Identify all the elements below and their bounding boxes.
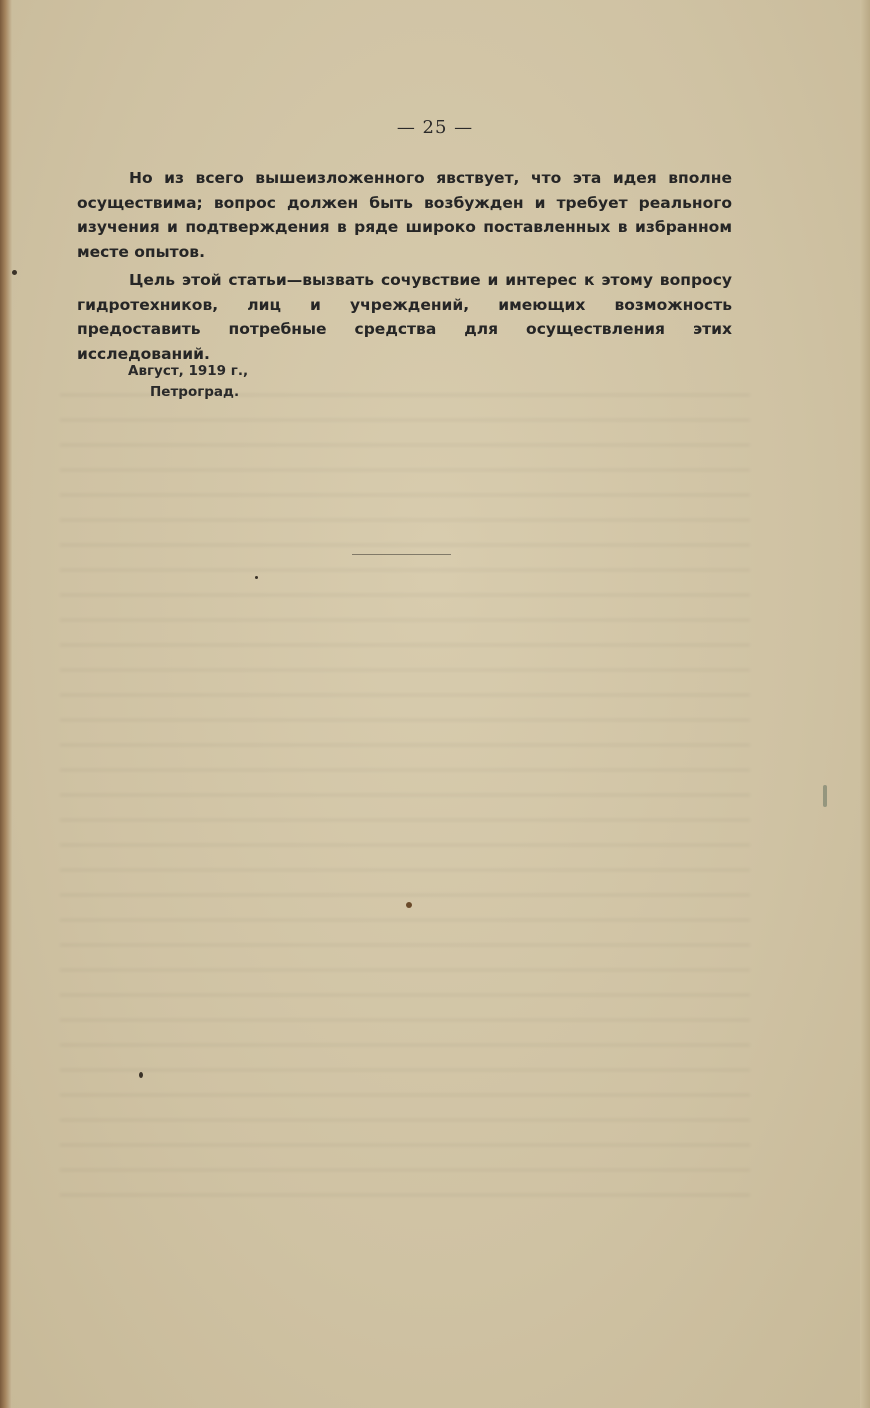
paragraph-2: Цель этой статьи—вызвать сочувствие и интерес к этому вопросу гидротехников, лиц и учреждений, имеющих возможность предоставить потребные средства для осуществления этих исследований. <box>77 270 732 363</box>
ink-speck <box>139 1072 143 1078</box>
ink-speck <box>823 785 827 807</box>
section-divider <box>352 554 451 555</box>
ink-speck <box>12 270 17 275</box>
signature-block <box>128 361 248 403</box>
ink-speck <box>255 576 258 579</box>
page-number: — 25 — <box>396 117 474 138</box>
signature-date: Август, 1919 г., <box>128 363 249 379</box>
page-edge-shadow <box>860 0 870 1408</box>
page-spine-shadow <box>0 0 12 1408</box>
paragraph-1: Но из всего вышеизложенного явствует, что эта идея вполне осуществима; вопрос должен быть возбужден и требует реального изучения и подтверждения в ряде широко поставленных в избранном месте опытов. <box>77 169 732 262</box>
ink-speck <box>406 902 412 908</box>
signature-place: Петроград. <box>150 384 240 400</box>
show-through-texture <box>60 380 750 1210</box>
body-text <box>77 166 732 367</box>
